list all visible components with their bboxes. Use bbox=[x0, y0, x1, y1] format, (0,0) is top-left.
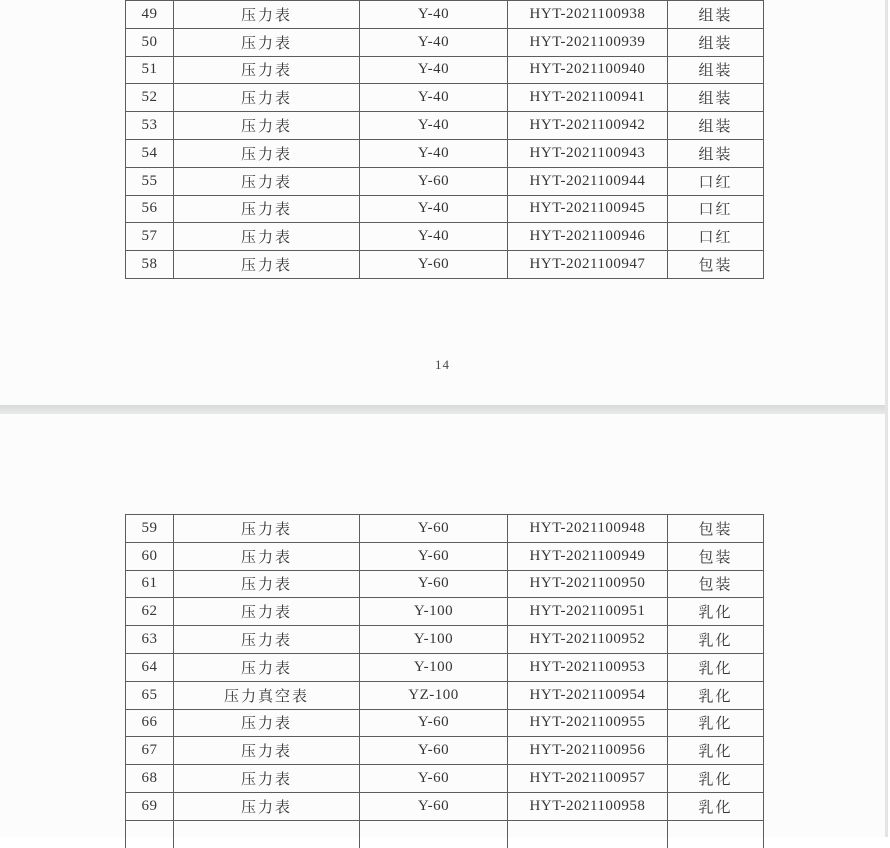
status-cell: 乳化 bbox=[668, 792, 764, 820]
table-row bbox=[126, 765, 764, 793]
table-row bbox=[126, 195, 764, 223]
status-cell: 包装 bbox=[668, 515, 764, 543]
instrument-name-cell: 压力表 bbox=[174, 28, 360, 56]
instrument-name-cell: 压力表 bbox=[174, 765, 360, 793]
serial-number-cell: HYT-2021100958 bbox=[508, 792, 668, 820]
instrument-name-cell: 压力表 bbox=[174, 792, 360, 820]
page-separator bbox=[0, 405, 885, 414]
status-cell: 组装 bbox=[668, 112, 764, 140]
table-row bbox=[126, 167, 764, 195]
instrument-name-cell: 压力表 bbox=[174, 112, 360, 140]
table-row bbox=[126, 112, 764, 140]
page-edge-line bbox=[885, 0, 888, 837]
row-number-cell: 61 bbox=[126, 570, 174, 598]
row-number-cell: 53 bbox=[126, 112, 174, 140]
table-row bbox=[126, 681, 764, 709]
row-number-cell: 57 bbox=[126, 223, 174, 251]
row-number-cell: 55 bbox=[126, 167, 174, 195]
serial-number-cell: HYT-2021100957 bbox=[508, 765, 668, 793]
serial-number-cell: HYT-2021100940 bbox=[508, 56, 668, 84]
serial-number-cell: HYT-2021100942 bbox=[508, 112, 668, 140]
serial-number-cell: HYT-2021100947 bbox=[508, 251, 668, 279]
status-cell: 包装 bbox=[668, 542, 764, 570]
instrument-name-cell: 压力表 bbox=[174, 653, 360, 681]
model-cell: Y-100 bbox=[360, 626, 508, 654]
status-cell bbox=[668, 820, 764, 848]
row-number-cell: 66 bbox=[126, 709, 174, 737]
instrument-name-cell: 压力表 bbox=[174, 223, 360, 251]
serial-number-cell: HYT-2021100943 bbox=[508, 139, 668, 167]
serial-number-cell bbox=[508, 820, 668, 848]
model-cell: Y-60 bbox=[360, 792, 508, 820]
table-row bbox=[126, 251, 764, 279]
status-cell: 口红 bbox=[668, 167, 764, 195]
table-row bbox=[126, 223, 764, 251]
row-number-cell: 52 bbox=[126, 84, 174, 112]
instrument-name-cell: 压力表 bbox=[174, 139, 360, 167]
row-number-cell: 62 bbox=[126, 598, 174, 626]
status-cell: 组装 bbox=[668, 28, 764, 56]
table-row bbox=[126, 792, 764, 820]
model-cell bbox=[360, 820, 508, 848]
row-number-cell: 59 bbox=[126, 515, 174, 543]
instrument-name-cell: 压力表 bbox=[174, 515, 360, 543]
serial-number-cell: HYT-2021100939 bbox=[508, 28, 668, 56]
instrument-name-cell: 压力表 bbox=[174, 195, 360, 223]
table-row bbox=[126, 709, 764, 737]
row-number-cell: 49 bbox=[126, 1, 174, 29]
instrument-name-cell: 压力表 bbox=[174, 709, 360, 737]
status-cell: 乳化 bbox=[668, 737, 764, 765]
status-cell: 乳化 bbox=[668, 626, 764, 654]
table-row bbox=[126, 28, 764, 56]
serial-number-cell: HYT-2021100951 bbox=[508, 598, 668, 626]
instrument-name-cell: 压力表 bbox=[174, 251, 360, 279]
row-number-cell: 63 bbox=[126, 626, 174, 654]
instrument-name-cell: 压力表 bbox=[174, 542, 360, 570]
status-cell: 组装 bbox=[668, 56, 764, 84]
serial-number-cell: HYT-2021100949 bbox=[508, 542, 668, 570]
serial-number-cell: HYT-2021100952 bbox=[508, 626, 668, 654]
document-page-15 bbox=[0, 414, 885, 837]
row-number-cell bbox=[126, 820, 174, 848]
equipment-table-page-15 bbox=[125, 514, 764, 848]
model-cell: YZ-100 bbox=[360, 681, 508, 709]
status-cell: 组装 bbox=[668, 84, 764, 112]
table-row bbox=[126, 84, 764, 112]
model-cell: Y-60 bbox=[360, 570, 508, 598]
row-number-cell: 56 bbox=[126, 195, 174, 223]
model-cell: Y-60 bbox=[360, 765, 508, 793]
model-cell: Y-40 bbox=[360, 139, 508, 167]
model-cell: Y-40 bbox=[360, 56, 508, 84]
model-cell: Y-100 bbox=[360, 653, 508, 681]
model-cell: Y-60 bbox=[360, 167, 508, 195]
instrument-name-cell: 压力表 bbox=[174, 167, 360, 195]
table-row bbox=[126, 598, 764, 626]
row-number-cell: 64 bbox=[126, 653, 174, 681]
table-row bbox=[126, 139, 764, 167]
row-number-cell: 50 bbox=[126, 28, 174, 56]
serial-number-cell: HYT-2021100953 bbox=[508, 653, 668, 681]
instrument-name-cell: 压力表 bbox=[174, 1, 360, 29]
instrument-name-cell: 压力表 bbox=[174, 737, 360, 765]
model-cell: Y-60 bbox=[360, 542, 508, 570]
serial-number-cell: HYT-2021100938 bbox=[508, 1, 668, 29]
table-row bbox=[126, 737, 764, 765]
status-cell: 口红 bbox=[668, 195, 764, 223]
instrument-name-cell bbox=[174, 820, 360, 848]
table-row bbox=[126, 626, 764, 654]
serial-number-cell: HYT-2021100956 bbox=[508, 737, 668, 765]
status-cell: 包装 bbox=[668, 570, 764, 598]
serial-number-cell: HYT-2021100945 bbox=[508, 195, 668, 223]
serial-number-cell: HYT-2021100946 bbox=[508, 223, 668, 251]
table-row-partial bbox=[126, 820, 764, 848]
model-cell: Y-40 bbox=[360, 195, 508, 223]
row-number-cell: 51 bbox=[126, 56, 174, 84]
serial-number-cell: HYT-2021100955 bbox=[508, 709, 668, 737]
model-cell: Y-60 bbox=[360, 515, 508, 543]
status-cell: 乳化 bbox=[668, 598, 764, 626]
row-number-cell: 54 bbox=[126, 139, 174, 167]
model-cell: Y-100 bbox=[360, 598, 508, 626]
status-cell: 乳化 bbox=[668, 681, 764, 709]
model-cell: Y-40 bbox=[360, 28, 508, 56]
model-cell: Y-40 bbox=[360, 112, 508, 140]
serial-number-cell: HYT-2021100948 bbox=[508, 515, 668, 543]
model-cell: Y-60 bbox=[360, 709, 508, 737]
status-cell: 包装 bbox=[668, 251, 764, 279]
table-row bbox=[126, 653, 764, 681]
serial-number-cell: HYT-2021100954 bbox=[508, 681, 668, 709]
serial-number-cell: HYT-2021100941 bbox=[508, 84, 668, 112]
status-cell: 组装 bbox=[668, 1, 764, 29]
instrument-name-cell: 压力表 bbox=[174, 84, 360, 112]
row-number-cell: 60 bbox=[126, 542, 174, 570]
instrument-name-cell: 压力表 bbox=[174, 570, 360, 598]
model-cell: Y-60 bbox=[360, 737, 508, 765]
instrument-name-cell: 压力表 bbox=[174, 626, 360, 654]
table-row bbox=[126, 542, 764, 570]
table-row bbox=[126, 570, 764, 598]
model-cell: Y-40 bbox=[360, 1, 508, 29]
serial-number-cell: HYT-2021100944 bbox=[508, 167, 668, 195]
table-row bbox=[126, 1, 764, 29]
row-number-cell: 67 bbox=[126, 737, 174, 765]
row-number-cell: 69 bbox=[126, 792, 174, 820]
row-number-cell: 65 bbox=[126, 681, 174, 709]
model-cell: Y-40 bbox=[360, 223, 508, 251]
status-cell: 乳化 bbox=[668, 765, 764, 793]
page-number: 14 bbox=[435, 357, 450, 372]
serial-number-cell: HYT-2021100950 bbox=[508, 570, 668, 598]
status-cell: 口红 bbox=[668, 223, 764, 251]
instrument-name-cell: 压力表 bbox=[174, 598, 360, 626]
status-cell: 组装 bbox=[668, 139, 764, 167]
model-cell: Y-60 bbox=[360, 251, 508, 279]
row-number-cell: 68 bbox=[126, 765, 174, 793]
status-cell: 乳化 bbox=[668, 653, 764, 681]
row-number-cell: 58 bbox=[126, 251, 174, 279]
model-cell: Y-40 bbox=[360, 84, 508, 112]
table-row bbox=[126, 56, 764, 84]
instrument-name-cell: 压力表 bbox=[174, 56, 360, 84]
instrument-name-cell: 压力真空表 bbox=[174, 681, 360, 709]
status-cell: 乳化 bbox=[668, 709, 764, 737]
table-row bbox=[126, 515, 764, 543]
document-page-14 bbox=[0, 0, 885, 405]
equipment-table-page-14 bbox=[125, 0, 764, 279]
